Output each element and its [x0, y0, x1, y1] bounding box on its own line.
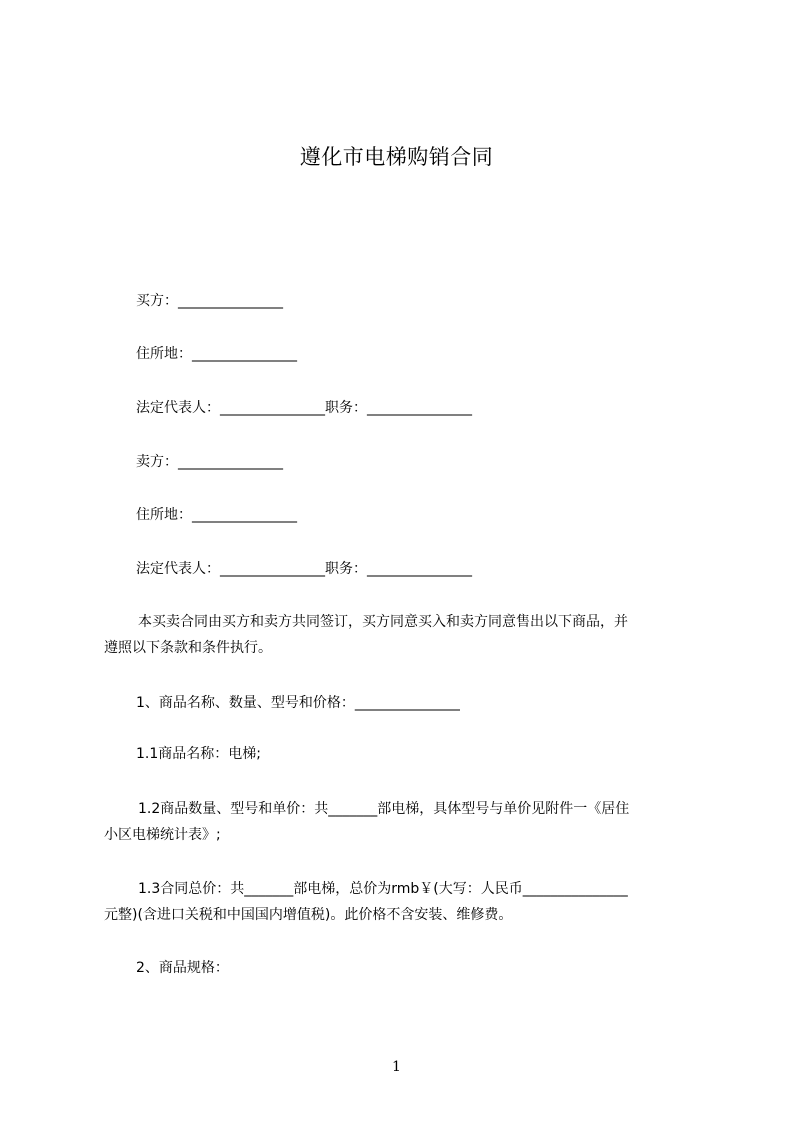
buyer-representative-line: 法定代表人：_______________职务：_______________ — [136, 400, 472, 416]
clause-1-2-line-2: 小区电梯统计表》; — [104, 827, 221, 843]
preamble-paragraph — [104, 609, 704, 661]
clause-1-2-paragraph — [104, 796, 704, 848]
page-number: 1 — [392, 1059, 401, 1075]
seller-representative-line: 法定代表人：_______________职务：_______________ — [136, 561, 472, 577]
document-title: 遵化市电梯购销合同 — [299, 145, 494, 169]
preamble-line-1: 本买卖合同由买方和卖方共同签订，买方同意买入和卖方同意售出以下商品，并 — [138, 614, 628, 630]
buyer-party-line: 买方：_______________ — [136, 293, 283, 309]
buyer-address-line: 住所地：_______________ — [136, 346, 297, 362]
clause-1-heading: 1、商品名称、数量、型号和价格：_______________ — [136, 695, 460, 711]
clause-1-2-line-1: 1.2商品数量、型号和单价：共_______部电梯，具体型号与单价见附件一《居住 — [138, 801, 630, 817]
seller-address-line: 住所地：_______________ — [136, 507, 297, 523]
seller-party-line: 卖方：_______________ — [136, 454, 283, 470]
clause-2-heading: 2、商品规格： — [136, 960, 229, 976]
clause-1-1: 1.1商品名称：电梯; — [136, 746, 261, 762]
clause-1-3-paragraph — [104, 876, 704, 928]
clause-1-3-line-2: 元整)(含进口关税和中国国内增值税)。此价格不含安装、维修费。 — [104, 907, 513, 923]
clause-1-3-line-1: 1.3合同总价：共_______部电梯，总价为rmb￥(大写：人民币_______________ — [138, 881, 628, 897]
preamble-line-2: 遵照以下条款和条件执行。 — [104, 640, 272, 656]
